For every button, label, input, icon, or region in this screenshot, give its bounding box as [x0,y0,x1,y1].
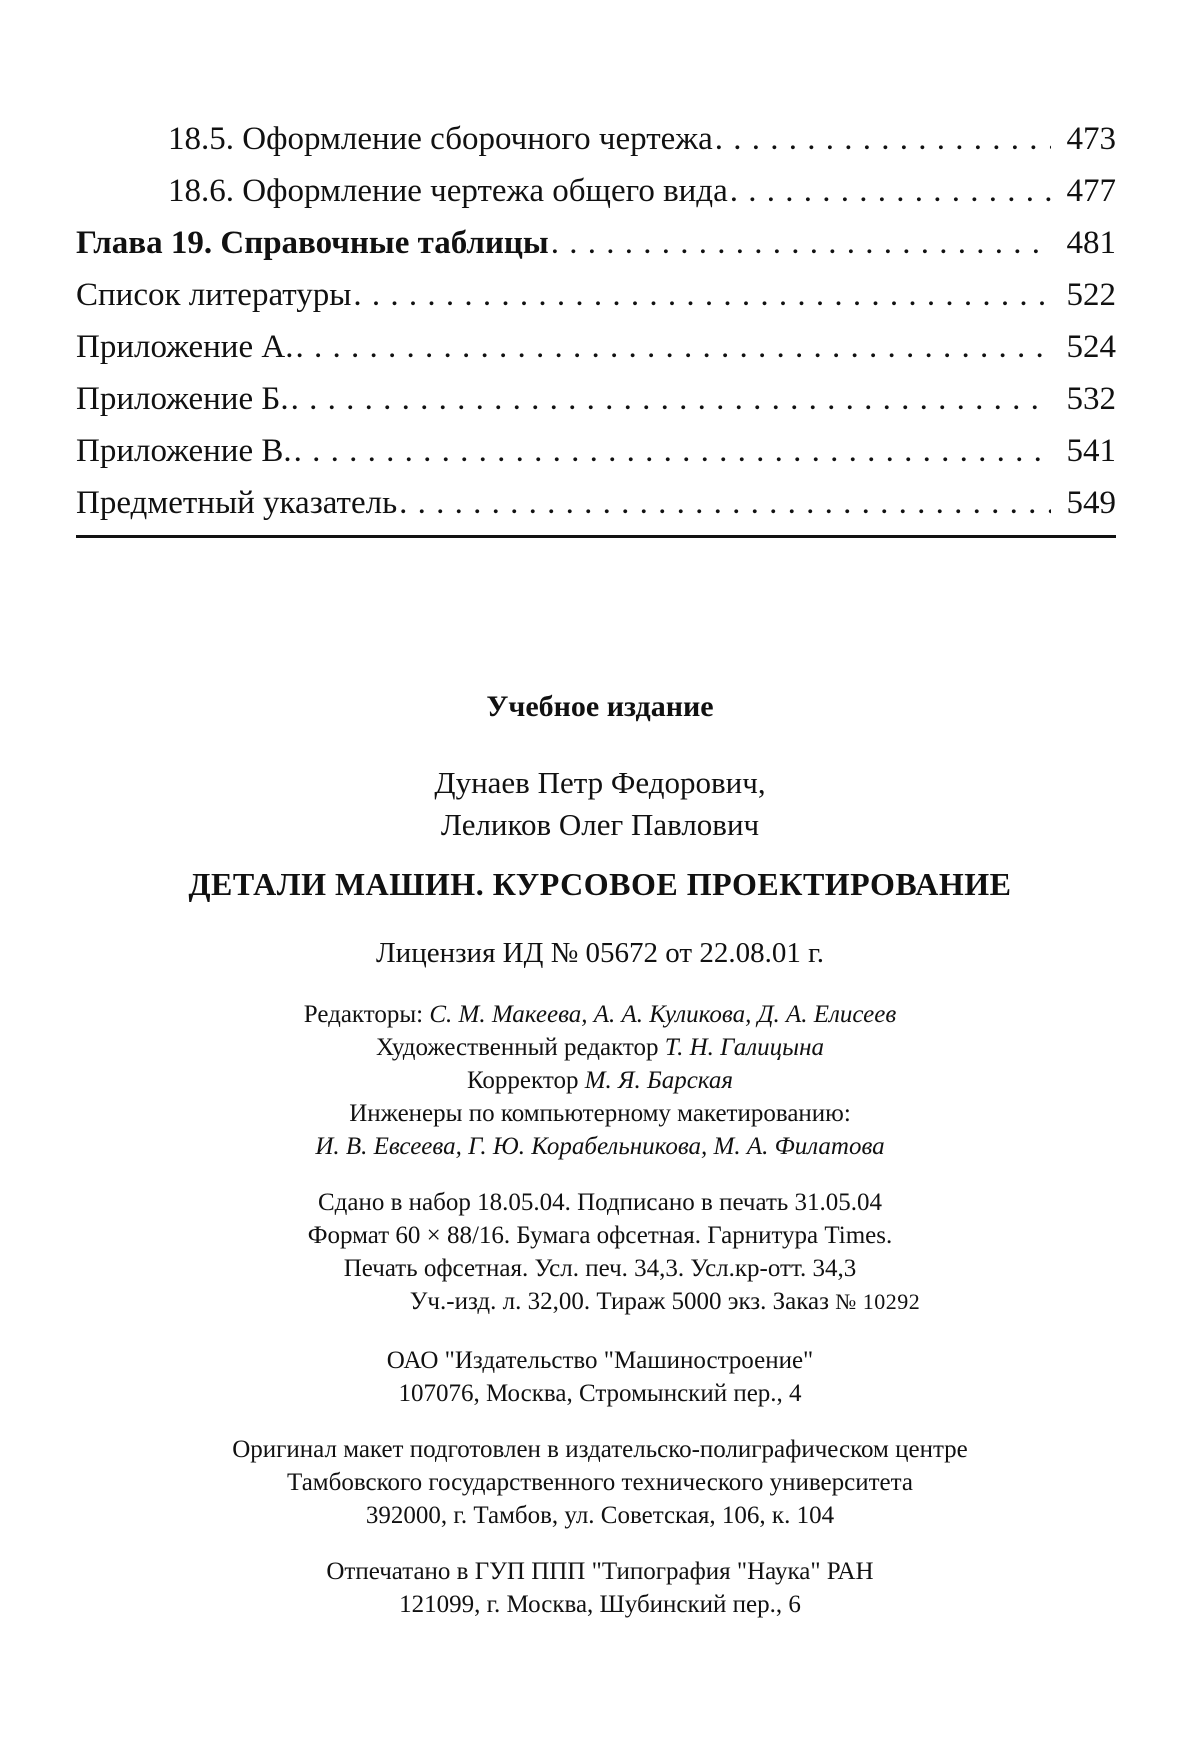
order-text: Уч.-изд. л. 32,00. Тираж 5000 экз. Заказ [409,1288,830,1315]
toc-leader-dots [715,113,1051,165]
edition-type: Учебное издание [486,690,714,723]
table-of-contents [76,113,1116,529]
layout-center-info [90,1433,1110,1532]
toc-entry-title: 18.6. Оформление чертежа общего вида [168,173,728,209]
toc-entry-page: 473 [1066,121,1116,157]
printer-address: 121099, г. Москва, Шубинский пер., 6 [399,1591,801,1618]
editors-label: Редакторы: [303,1001,424,1028]
toc-entry-title: 18.5. Оформление сборочного чертежа [168,121,713,157]
print-detail-line: Формат 60 × 88/16. Бумага офсетная. Гарнитура Times. [307,1222,893,1249]
toc-entry-title: Приложение Б. [76,381,289,417]
order-number: № 10292 [835,1289,921,1314]
toc-leader-dots [551,217,1051,269]
toc-leader-dots [295,321,1050,373]
toc-entry [76,373,1116,425]
toc-entry-title: Приложение А. [76,329,294,365]
toc-entry-title: Список литературы [76,277,352,313]
printer-info [90,1555,1110,1621]
toc-entry-page: 477 [1066,173,1116,209]
toc-entry [76,113,1116,165]
publisher-line: ОАО "Издательство "Машиностроение" [386,1347,814,1374]
toc-leader-dots [730,165,1051,217]
proofreader-name: М. Я. Барская [584,1067,733,1094]
author-name: Дунаев Петр Федорович, [434,765,766,800]
proofreader-line [90,1064,1110,1097]
toc-leader-dots [294,425,1051,477]
order-line [90,1285,1110,1318]
editorial-staff [90,998,1110,1163]
toc-entry-page: 541 [1066,433,1116,469]
layout-engineers-names: И. В. Евсеева, Г. Ю. Корабельникова, М. А. Филатова [315,1133,885,1160]
toc-entry [76,425,1116,477]
toc-entry-page: 522 [1066,277,1116,313]
layout-center-line: Оригинал макет подготовлен в издательско-полиграфическом центре [232,1436,968,1463]
toc-entry-page: 549 [1066,485,1116,521]
toc-entry-page: 524 [1066,329,1116,365]
toc-entry-title: Приложение В. [76,433,292,469]
toc-entry [76,477,1116,529]
layout-engineers-label: Инженеры по компьютерному макетированию: [349,1100,851,1127]
toc-leader-dots [399,477,1050,529]
print-detail-line: Сдано в набор 18.05.04. Подписано в печать 31.05.04 [317,1189,883,1216]
toc-leader-dots [353,269,1050,321]
section-divider [76,535,1116,538]
author-name: Леликов Олег Павлович [440,807,760,842]
publisher-info [90,1344,1110,1410]
toc-chapter-entry [76,217,1116,269]
book-title: ДЕТАЛИ МАШИН. КУРСОВОЕ ПРОЕКТИРОВАНИЕ [188,866,1012,902]
toc-entry-title: Предметный указатель [76,485,398,521]
layout-center-line: Тамбовского государственного технического университета [287,1469,913,1496]
printer-line: Отпечатано в ГУП ППП "Типография "Наука" РАН [326,1558,874,1585]
license-line: Лицензия ИД № 05672 от 22.08.01 г. [376,937,824,969]
toc-entry [76,165,1116,217]
toc-entry-page: 532 [1066,381,1116,417]
authors [90,762,1110,846]
editors-names: С. М. Макеева, А. А. Куликова, Д. А. Елисеев [429,1001,897,1028]
toc-entry-page: 481 [1066,225,1116,261]
layout-center-address: 392000, г. Тамбов, ул. Советская, 106, к. 104 [365,1502,835,1529]
toc-entry [76,269,1116,321]
proofreader-label: Корректор [467,1067,579,1094]
toc-entry-title: Глава 19. Справочные таблицы [76,225,549,261]
toc-leader-dots [291,373,1051,425]
print-detail-line: Печать офсетная. Усл. печ. 34,3. Усл.кр-отт. 34,3 [343,1255,857,1282]
print-details [90,1186,1110,1318]
art-editor-name: Т. Н. Галицына [664,1034,824,1061]
publisher-address: 107076, Москва, Стромынский пер., 4 [398,1380,802,1407]
art-editor-label: Художественный редактор [376,1034,659,1061]
art-editor-line [90,1031,1110,1064]
editors-line [90,998,1110,1031]
toc-entry [76,321,1116,373]
